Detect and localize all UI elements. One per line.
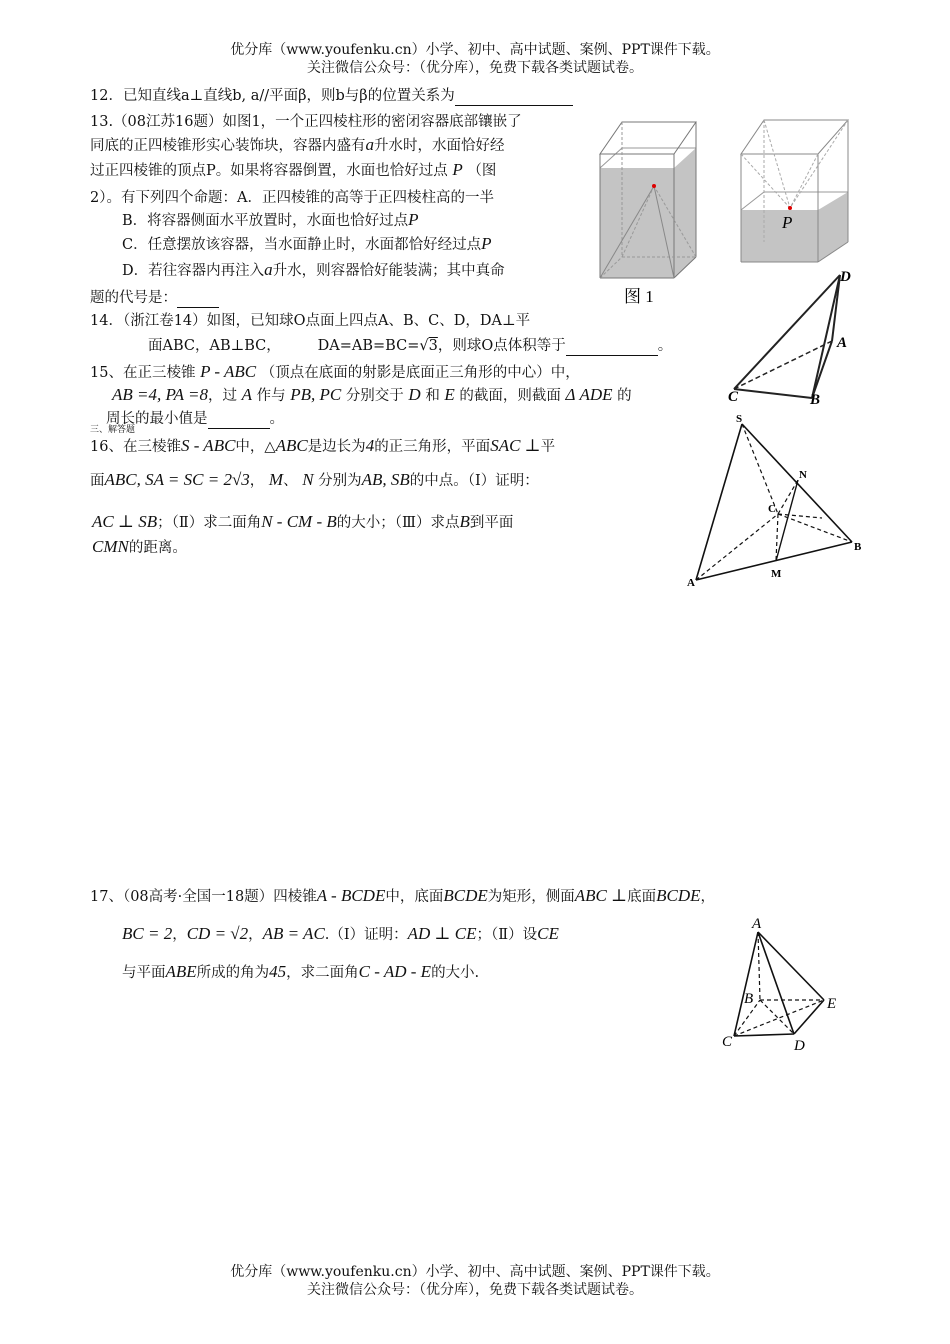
q15-line-1 (90, 362, 580, 383)
q15-var-a: A (241, 385, 252, 404)
q13-var-a2: a (264, 260, 273, 279)
q15-line-2 (112, 385, 632, 406)
q17-expr-ad-ce: AD ⊥ CE (407, 924, 477, 943)
q17-label-d: D (794, 1038, 805, 1054)
q17-var-abc: ABC ⊥ (574, 886, 628, 905)
q13-answer-blank (177, 291, 219, 308)
q13-line-4: 2）。有下列四个命题：A．正四棱锥的高等于正四棱柱高的一半 (90, 190, 494, 206)
apex-point-1 (652, 184, 656, 188)
apex-point-2 (788, 206, 792, 210)
q13-l7-text-a: D．若往容器内再注入 (122, 263, 265, 279)
prism-1 (600, 122, 696, 278)
q14-line-2 (148, 336, 672, 356)
q15-l3-text: 周长的最小值是 (106, 411, 208, 427)
q17-label-e: E (827, 996, 837, 1012)
q14-line-1: 14．（浙江卷14）如图，已知球O点面上四点A、B、C、D，DA⊥平 (90, 313, 531, 329)
q13-var-p3: P (481, 234, 492, 253)
q13-line-2 (90, 135, 505, 156)
q14-l2-end: 。 (657, 338, 673, 354)
q17-l1-text-d: 底面 (627, 889, 657, 905)
q17-label-c: C (722, 1034, 733, 1050)
q17-l2-text-a: ， (172, 927, 187, 943)
header-line-1: 优分库（www.youfenku.cn）小学、初中、高中试题、案例、PPT课件下载。 (230, 42, 720, 58)
q14-label-d: D (840, 269, 851, 285)
q17-l3-text-a: 与平面 (122, 965, 166, 981)
q16-var-b: B (459, 512, 470, 531)
q16-var-ab-sb: AB, SB (361, 470, 410, 489)
q15-var-triangle: Δ ADE (565, 385, 613, 404)
q16-l3-text-b: 的大小；（Ⅲ）求点 (336, 515, 460, 531)
q16-label-m: M (771, 568, 782, 580)
q16-expr-sa-sc: ABC, SA = SC = 2√3 (104, 470, 250, 489)
q13-option-d (122, 260, 505, 281)
footer-line-1: 优分库（www.youfenku.cn）小学、初中、高中试题、案例、PPT课件下载。 (230, 1264, 720, 1280)
q16-expr-ac-sb: AC ⊥ SB (92, 512, 158, 531)
q17-figure (712, 912, 852, 1058)
q14-figure (722, 265, 862, 410)
q17-expr-abcde: A - BCDE (316, 886, 386, 905)
figure-1-caption: 图 1 (624, 287, 654, 306)
q13-var-a: a (365, 135, 374, 154)
q12-text: 12．已知直线a⊥直线b, a//平面β，则b与β的位置关系为 (90, 88, 455, 104)
q17-var-ce: CE (537, 924, 559, 943)
q16-l1-text-d: 的正三角形，平面 (374, 439, 491, 455)
q17-var-bcde-2: BCDE (656, 886, 701, 905)
q14-label-b: B (810, 392, 821, 408)
q17-l3-text-b: 所成的角为 (196, 965, 270, 981)
q15-l2-text-c: 分别交于 (345, 388, 404, 404)
q15-l2-text-e: 的截面，则截面 (459, 388, 561, 404)
q16-label-b: B (854, 541, 862, 553)
q15-l1-text-b: （顶点在底面的射影是底面正三角形的中心）中， (260, 365, 580, 381)
q17-expr-ab: AB = AC (262, 924, 325, 943)
q15-l3-end: 。 (269, 411, 284, 427)
q13-line-1: 13.（08江苏16题）如图1，一个正四棱柱形的密闭容器底部镶嵌了 (90, 114, 522, 130)
q17-l1-text-e: ， (700, 889, 715, 905)
q13-var-p: P (452, 160, 463, 179)
q16-l2-text-c: 、 (283, 473, 298, 489)
q14-label-a: A (837, 335, 848, 351)
q16-label-c: C (768, 503, 776, 515)
q14-sqrt-radicand: 3 (428, 338, 438, 354)
question-12 (90, 86, 573, 106)
q15-var-pbpc: PB, PC (290, 385, 342, 404)
q16-figure (682, 410, 872, 590)
q17-l3-text-d: 的大小. (431, 965, 480, 981)
q17-var-cade: C - AD - E (358, 962, 432, 981)
q17-label-a: A (752, 916, 762, 932)
q17-l2-text-c: .（Ⅰ）证明： (324, 927, 408, 943)
q17-var-bcde: BCDE (443, 886, 488, 905)
q13-l2-text: 同底的正四棱锥形实心装饰块，容器内盛有 (90, 138, 366, 154)
q14-answer-blank (566, 339, 658, 356)
q17-label-b: B (744, 991, 754, 1007)
q14-l2-text-c: ，则球O点体积等于 (437, 338, 566, 354)
q15-l2-text-a: ，过 (207, 388, 237, 404)
q16-label-n: N (799, 469, 807, 481)
q16-line-1 (90, 436, 555, 457)
q16-l2-text-b: ， (249, 473, 265, 489)
q16-l2-text-e: 的中点。（Ⅰ）证明： (409, 473, 539, 489)
q15-expr-pabc: P - ABC (200, 362, 257, 381)
q16-label-s: S (736, 413, 743, 425)
q15-var-d: D (408, 385, 421, 404)
q16-l1-text-b: 中，△ (235, 439, 276, 455)
q16-var-abc: ABC (275, 436, 308, 455)
q16-var-sac: SAC ⊥ (490, 436, 541, 455)
q13-l2-text-b: 升水时，水面恰好经 (374, 138, 505, 154)
q17-line-2 (122, 924, 559, 945)
fig2-label-p: P (782, 213, 793, 232)
q15-l2-text-b: 作与 (256, 388, 286, 404)
q17-l2-text-b: ， (248, 927, 263, 943)
q17-l1-text-c: 为矩形，侧面 (487, 889, 575, 905)
q16-l2-text-d: 分别为 (318, 473, 362, 489)
q12-answer-blank (455, 89, 573, 106)
prism-2 (741, 120, 848, 262)
q17-var-45: 45 (269, 962, 287, 981)
q16-l1-text-c: 是边长为 (307, 439, 366, 455)
q17-expr-bc: BC = 2 (122, 924, 173, 943)
q13-var-p2: P (408, 210, 419, 229)
q16-var-four: 4 (365, 436, 375, 455)
q17-line-3 (122, 962, 479, 983)
q13-line-3 (90, 160, 496, 181)
q13-l7-text-b: 升水，则容器恰好能装满；其中真命 (272, 263, 505, 279)
q16-line-2 (90, 470, 539, 491)
q13-line-8 (90, 288, 219, 308)
q14-l2-text-a: 面ABC，AB⊥BC， (148, 338, 281, 354)
header-line-2: 关注微信公众号：（优分库），免费下载各类试题试卷。 (307, 60, 643, 76)
q16-expr-sabc: S - ABC (180, 436, 236, 455)
q14-label-c: C (728, 389, 739, 405)
q17-line-1 (90, 886, 715, 907)
q17-l3-text-c: ，求二面角 (286, 965, 359, 981)
q15-expr-ab-pa: AB =4, PA =8 (112, 385, 208, 404)
q14-sqrt: √3 (419, 338, 438, 354)
q13-l6-text: C．任意摆放该容器，当水面静止时，水面都恰好经过点 (122, 237, 482, 253)
q13-l3-text-b: （图 (467, 163, 497, 179)
q16-l1-text-e: 平 (540, 439, 556, 455)
q16-var-ncmb: N - CM - B (261, 512, 337, 531)
q13-l5-text: B．将容器侧面水平放置时，水面也恰好过点 (122, 213, 409, 229)
q16-l4-text: 的距离。 (128, 540, 187, 556)
q13-l3-text: 过正四棱锥的顶点P。如果将容器倒置，水面也恰好过点 (90, 163, 448, 179)
q14-l2-text-b: DA=AB=BC= (317, 338, 420, 354)
q17-var-abe: ABE (165, 962, 197, 981)
q15-l2-text-f: 的 (617, 388, 632, 404)
q16-l3-text-a: ；（Ⅱ）求二面角 (157, 515, 262, 531)
q15-var-e: E (444, 385, 455, 404)
q16-var-m: M (268, 470, 284, 489)
q17-expr-cd: CD = √2 (186, 924, 249, 943)
q16-line-4 (92, 537, 187, 558)
q17-l2-text-d: ；（Ⅱ）设 (476, 927, 538, 943)
q16-l2-text-a: 面 (90, 473, 105, 489)
q17-l1-text-b: 中，底面 (385, 889, 444, 905)
q15-l2-text-d: 和 (425, 388, 440, 404)
q16-l1-text-a: 16、在三棱锥 (90, 439, 181, 455)
q16-label-a: A (687, 577, 695, 589)
q16-line-3 (92, 512, 513, 533)
q15-answer-blank (208, 412, 270, 429)
q15-l1-text-a: 15、在正三棱锥 (90, 365, 196, 381)
q16-var-cmn: CMN (92, 537, 129, 556)
q13-l8-text: 题的代号是： (90, 290, 177, 306)
q16-var-n: N (302, 470, 314, 489)
q17-l1-text-a: 17、（08高考·全国一18题）四棱锥 (90, 889, 317, 905)
q13-option-b (122, 210, 419, 231)
footer-line-2: 关注微信公众号：（优分库），免费下载各类试题试卷。 (307, 1282, 643, 1298)
q16-l3-text-c: 到平面 (469, 515, 514, 531)
q13-option-c (122, 234, 491, 255)
section-3-title: 三、解答题 (90, 425, 136, 435)
